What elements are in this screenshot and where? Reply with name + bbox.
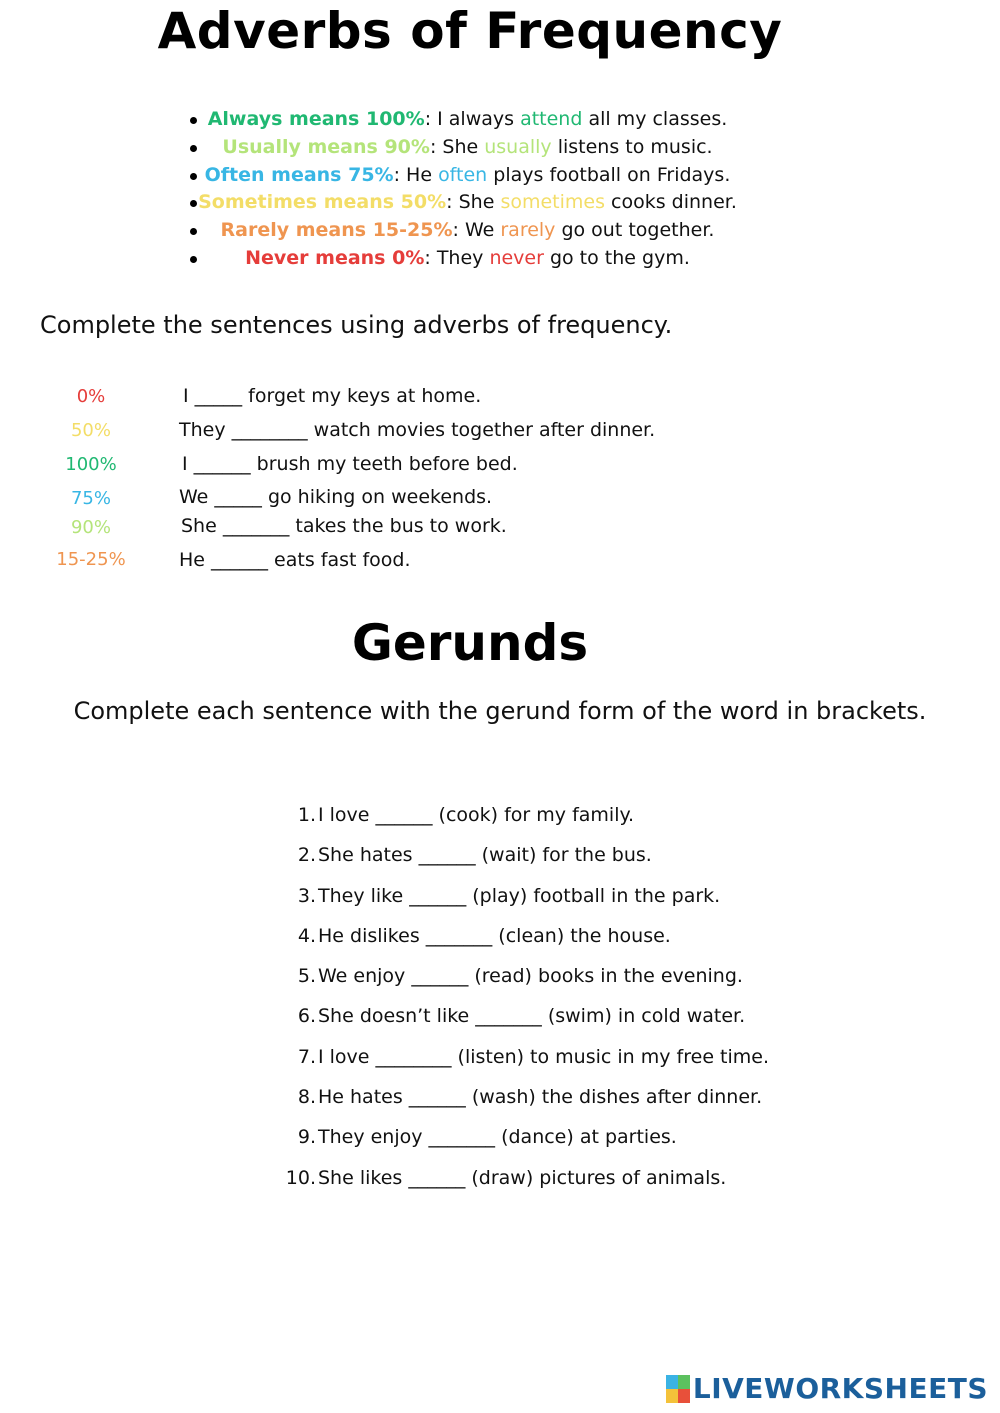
item-number: 8. <box>297 1086 316 1109</box>
item-number: 10. <box>285 1166 316 1189</box>
rule-often <box>190 162 790 190</box>
percent-label: 0% <box>76 386 106 407</box>
item-number: 2. <box>297 844 316 867</box>
list-item <box>280 1082 840 1122</box>
rule-text: cooks dinner. <box>604 191 737 214</box>
item-text: I love ______ (cook) for my family. <box>318 804 635 826</box>
rule-adverb: often <box>438 163 488 186</box>
list-item <box>280 1163 840 1203</box>
rule-sometimes <box>190 189 790 217</box>
rule-head: Rarely means 15-25% <box>220 219 453 242</box>
exercise-sentence: I _____ forget my keys at home. <box>183 385 482 407</box>
list-item <box>280 961 840 1001</box>
rule-text: : They <box>424 246 490 269</box>
rule-head: Often means 75% <box>204 163 394 186</box>
item-number: 7. <box>297 1045 316 1068</box>
item-number: 4. <box>297 924 316 947</box>
rule-adverb: attend <box>520 108 583 130</box>
rule-head: Always means 100% <box>207 108 425 130</box>
rule-never <box>190 245 790 273</box>
percent-label: 75% <box>70 488 111 509</box>
item-number: 1. <box>297 804 316 826</box>
item-text: She doesn’t like _______ (swim) in cold water. <box>318 1005 746 1028</box>
percent-label: 15-25% <box>56 549 126 570</box>
frequency-rules-list <box>190 106 790 273</box>
rule-text: : I always <box>424 108 521 130</box>
exercise-sentence: I ______ brush my teeth before bed. <box>182 453 518 475</box>
item-text: He dislikes _______ (clean) the house. <box>318 924 671 947</box>
rule-always <box>190 106 790 134</box>
rule-adverb: usually <box>484 135 552 158</box>
item-text: They enjoy _______ (dance) at parties. <box>318 1126 677 1149</box>
list-item <box>280 1042 840 1082</box>
item-text: They like ______ (play) football in the park. <box>318 884 721 907</box>
rule-text: plays football on Fridays. <box>487 163 731 186</box>
rule-adverb: never <box>489 246 544 269</box>
page-title: Adverbs of Frequency <box>157 2 783 60</box>
item-number: 5. <box>297 965 316 988</box>
rule-head: Never means 0% <box>245 246 425 269</box>
brand-name: LIVEWORKSHEETS <box>692 1372 988 1405</box>
rule-head: Sometimes means 50% <box>198 191 447 214</box>
item-text: He hates ______ (wash) the dishes after dinner. <box>318 1086 763 1109</box>
exercise-sentence: She _______ takes the bus to work. <box>181 515 507 537</box>
rule-text: all my classes. <box>582 108 728 130</box>
percent-label: 50% <box>70 420 111 441</box>
list-item <box>280 840 840 880</box>
gerunds-list <box>280 800 840 1203</box>
list-item <box>280 921 840 961</box>
adverbs-instruction: Complete the sentences using adverbs of frequency. <box>40 311 673 339</box>
rule-text: : He <box>393 163 439 186</box>
rule-head: Usually means 90% <box>222 135 430 158</box>
section-title-gerunds: Gerunds <box>351 614 589 672</box>
gerunds-instruction: Complete each sentence with the gerund form of the word in brackets. <box>73 697 927 725</box>
item-text: We enjoy ______ (read) books in the evening. <box>318 965 743 988</box>
rule-rarely <box>190 217 790 245</box>
list-item <box>280 1001 840 1041</box>
rule-text: : She <box>446 191 501 214</box>
exercise-sentence: He ______ eats fast food. <box>179 549 411 571</box>
item-text: I love ________ (listen) to music in my free time. <box>318 1045 770 1068</box>
exercise-sentence: They ________ watch movies together after dinner. <box>179 419 656 441</box>
list-item <box>280 881 840 921</box>
item-number: 3. <box>297 884 316 907</box>
liveworksheets-logo[interactable] <box>666 1372 988 1405</box>
rule-text: : We <box>452 219 501 242</box>
rule-adverb: rarely <box>500 219 556 242</box>
rule-usually <box>190 134 790 162</box>
list-item <box>280 800 840 840</box>
rule-text: go out together. <box>555 219 715 242</box>
item-text: She likes ______ (draw) pictures of animals. <box>318 1166 727 1189</box>
list-item <box>280 1122 840 1162</box>
item-number: 9. <box>297 1126 316 1149</box>
item-text: She hates ______ (wait) for the bus. <box>318 844 652 867</box>
rule-text: go to the gym. <box>543 246 690 269</box>
exercise-sentence: We _____ go hiking on weekends. <box>179 486 493 508</box>
rule-text: : She <box>429 135 485 158</box>
item-number: 6. <box>297 1005 316 1028</box>
logo-mark-icon <box>666 1375 690 1403</box>
rule-adverb: sometimes <box>500 191 605 214</box>
rule-text: listens to music. <box>551 135 713 158</box>
percent-label: 100% <box>65 454 117 475</box>
percent-label: 90% <box>70 517 111 538</box>
